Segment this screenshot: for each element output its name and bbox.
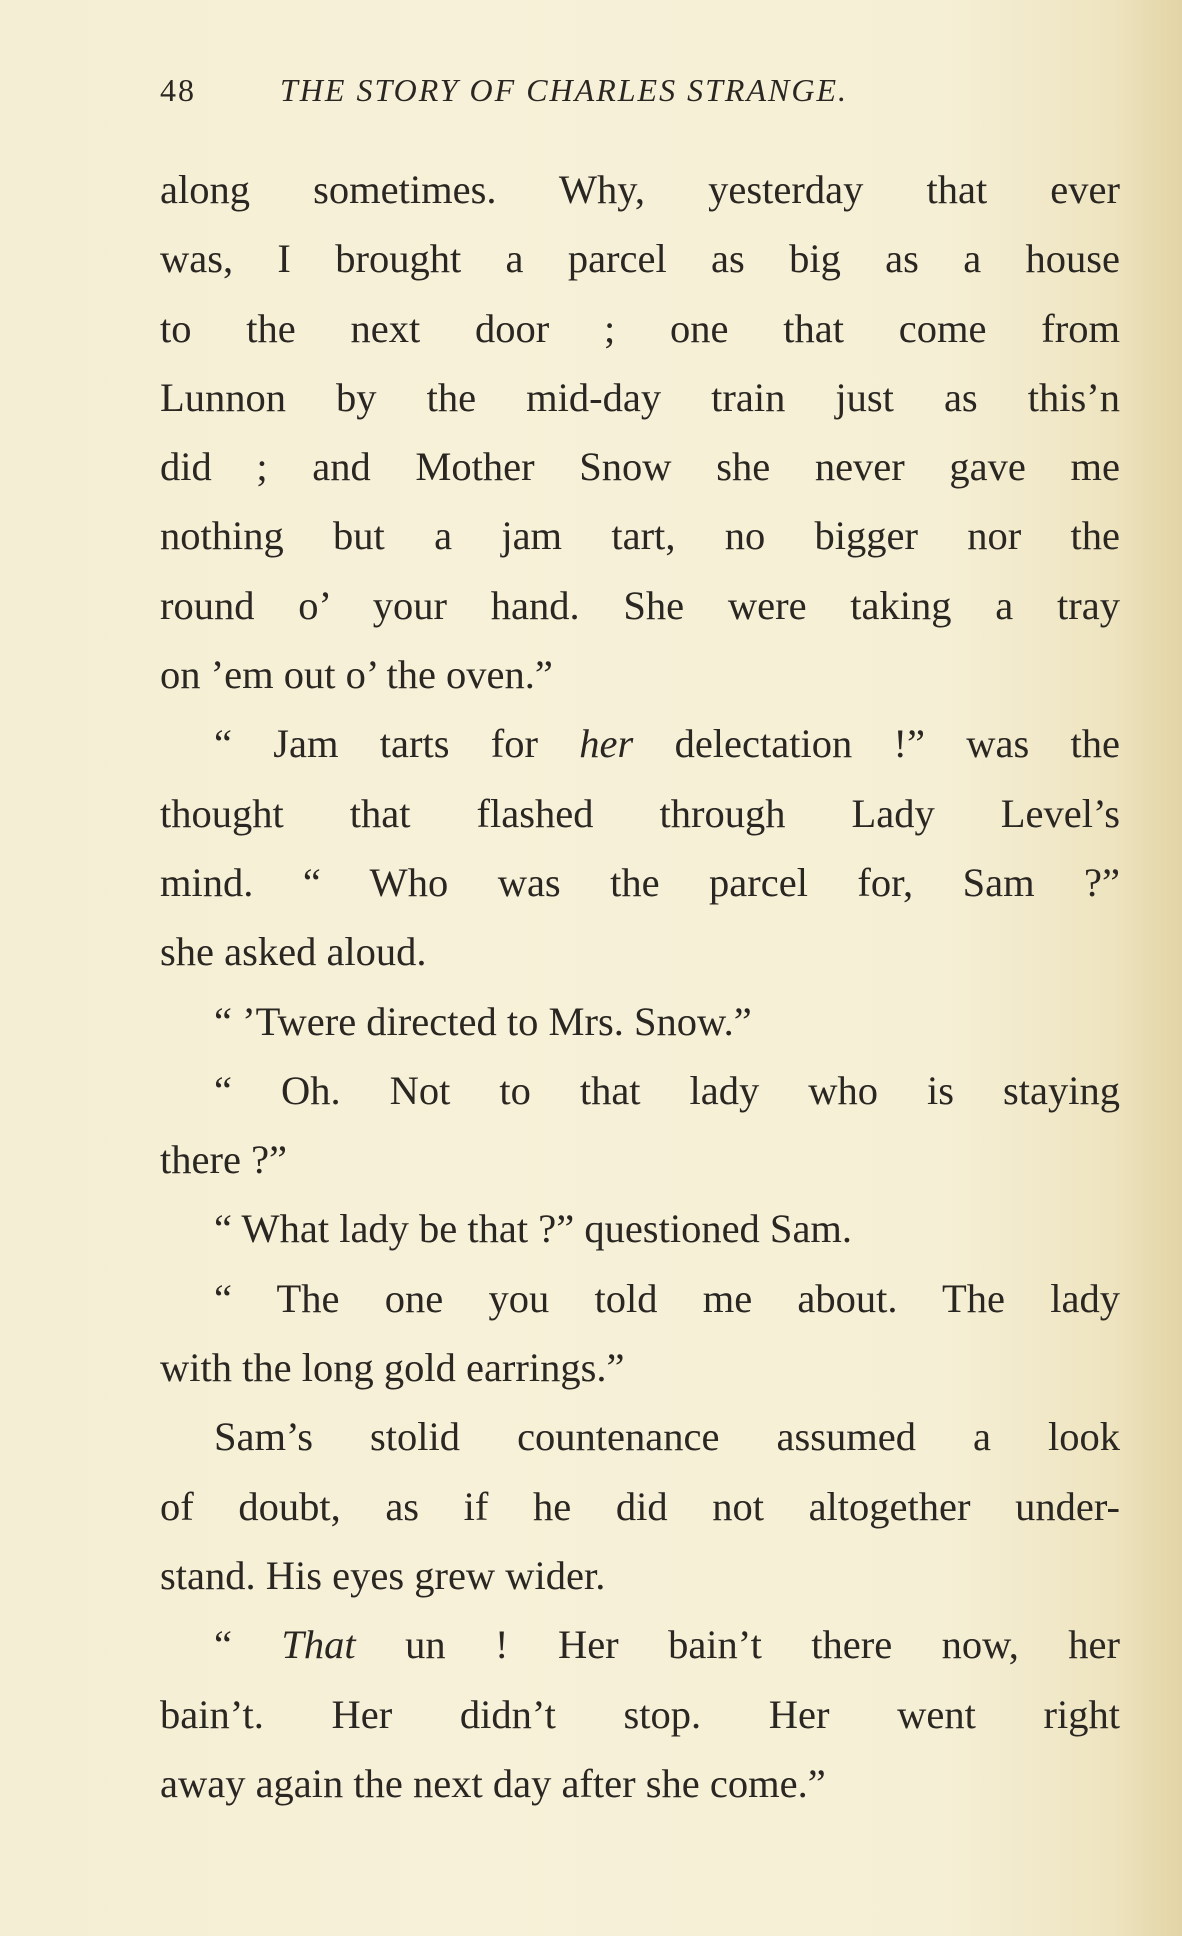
text-line: thought that flashed through Lady Level’s bbox=[160, 790, 1120, 836]
text-line: “ Jam tarts for her delectation !” was the bbox=[214, 721, 1121, 767]
text-line: Sam’s stolid countenance assumed a look bbox=[214, 1414, 1120, 1460]
text-line: away again the next day after she come.” bbox=[160, 1760, 826, 1806]
text-line: nothing but a jam tart, no bigger nor the bbox=[160, 513, 1120, 559]
emphasis: That bbox=[281, 1622, 356, 1668]
text-line: “ That un ! Her bain’t there now, her bbox=[214, 1622, 1120, 1668]
text-line: “ The one you told me about. The lady bbox=[214, 1275, 1120, 1321]
text-line: there ?” bbox=[160, 1137, 288, 1183]
text-line: “ What lady be that ?” questioned Sam. bbox=[214, 1206, 853, 1252]
text-line: round o’ your hand. She were taking a tray bbox=[160, 582, 1120, 628]
text-line: with the long gold earrings.” bbox=[160, 1345, 625, 1391]
text-line: mind. “ Who was the parcel for, Sam ?” bbox=[160, 859, 1120, 905]
body-text bbox=[160, 155, 1120, 1818]
running-head bbox=[160, 70, 1060, 110]
text-line: Lunnon by the mid-day train just as this’n bbox=[160, 374, 1120, 420]
text-line: “ Oh. Not to that lady who is staying bbox=[214, 1067, 1120, 1113]
running-title: THE STORY OF CHARLES STRANGE. bbox=[280, 72, 848, 108]
text-line: along sometimes. Why, yesterday that ever bbox=[160, 167, 1120, 212]
page-number: 48 bbox=[160, 72, 196, 108]
text-line: “ ’Twere directed to Mrs. Snow.” bbox=[214, 998, 752, 1044]
text-line: to the next door ; one that come from bbox=[160, 305, 1120, 351]
text-line: was, I brought a parcel as big as a house bbox=[160, 236, 1120, 282]
text-line: stand. His eyes grew wider. bbox=[160, 1552, 606, 1598]
text-line: bain’t. Her didn’t stop. Her went right bbox=[160, 1691, 1120, 1737]
emphasis: her bbox=[579, 721, 634, 767]
text-line: of doubt, as if he did not altogether under- bbox=[160, 1483, 1120, 1529]
text-line: did ; and Mother Snow she never gave me bbox=[160, 444, 1120, 490]
text-line: on ’em out o’ the oven.” bbox=[160, 652, 553, 698]
text-line: she asked aloud. bbox=[160, 929, 427, 975]
